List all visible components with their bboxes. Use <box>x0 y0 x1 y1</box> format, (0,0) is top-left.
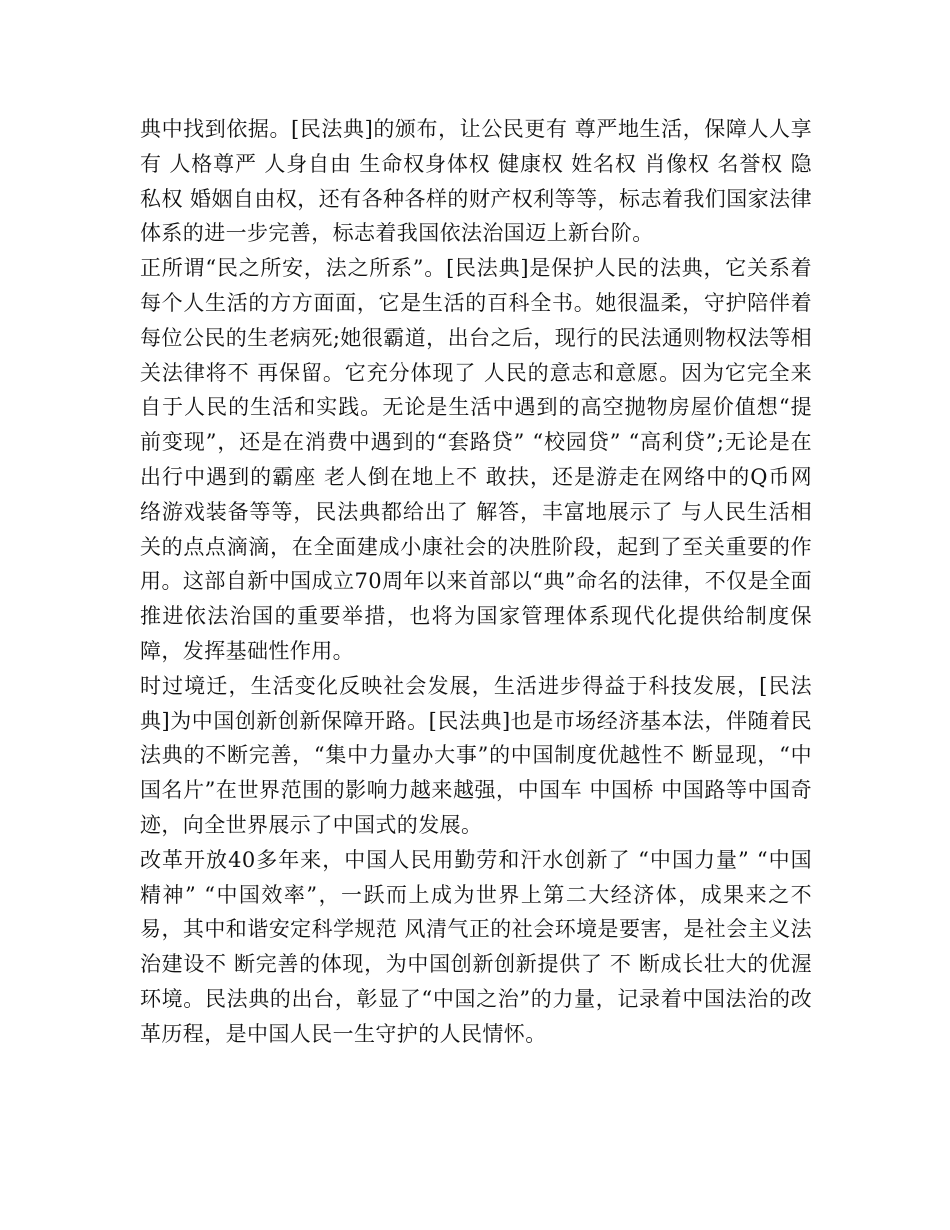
paragraph-3: 时过境迁，生活变化反映社会发展，生活进步得益于科技发展，[民法典]为中国创新创新保障开路。[民法典]也是市场经济基本法，伴随着民法典的不断完善，“集中力量办大事”的中国制度优越性不 断显现，“中国名片”在世界范围的影响力越来越强，中国车 中国桥 中国路等中国奇迹，向全世界展示了中国式的发展。 <box>140 673 812 837</box>
paragraph-4: 改革开放40多年来，中国人民用勤劳和汗水创新了 “中国力量” “中国精神” “中国效率”，一跃而上成为世界上第二大经济体，成果来之不 易，其中和谐安定科学规范 风清气正的社会环境是要害，是社会主义法治建设不 断完善的体现，为中国创新创新提供了 不 断成长壮大的优渥环境。民法典的出台，彰显了“中国之治”的力量，记录着中国法治的改革历程，是中国人民一生守护的人民情怀。 <box>140 847 812 1046</box>
document-body <box>140 112 812 1052</box>
paragraph-2: 正所谓“民之所安，法之所系”。[民法典]是保护人民的法典，它关系着每个人生活的方方面面，它是生活的百科全书。她很温柔，守护陪伴着每位公民的生老病死;她很霸道，出台之后，现行的民法通则物权法等相关法律将不 再保留。它充分体现了 人民的意志和意愿。因为它完全来自于人民的生活和实践。无论是生活中遇到的高空抛物房屋价值想“提前变现”，还是在消费中遇到的“套路贷” “校园贷” “高利贷”;无论是在出行中遇到的霸座 老人倒在地上不 敢扶，还是游走在网络中的Q币网络游戏装备等等，民法典都给出了 解答，丰富地展示了 与人民生活相关的点点滴滴，在全面建成小康社会的决胜阶段，起到了至关重要的作用。这部自新中国成立70周年以来首部以“典”命名的法律，不仅是全面推进依法治国的重要举措，也将为国家管理体系现代化提供给制度保障，发挥基础性作用。 <box>140 256 812 663</box>
paragraph-1: 典中找到依据。[民法典]的颁布，让公民更有 尊严地生活，保障人人享有 人格尊严 人身自由 生命权身体权 健康权 姓名权 肖像权 名誉权 隐私权 婚姻自由权，还有各种各样的财产权利等等，标志着我们国家法律体系的进一步完善，标志着我国依法治国迈上新台阶。 <box>140 117 812 246</box>
